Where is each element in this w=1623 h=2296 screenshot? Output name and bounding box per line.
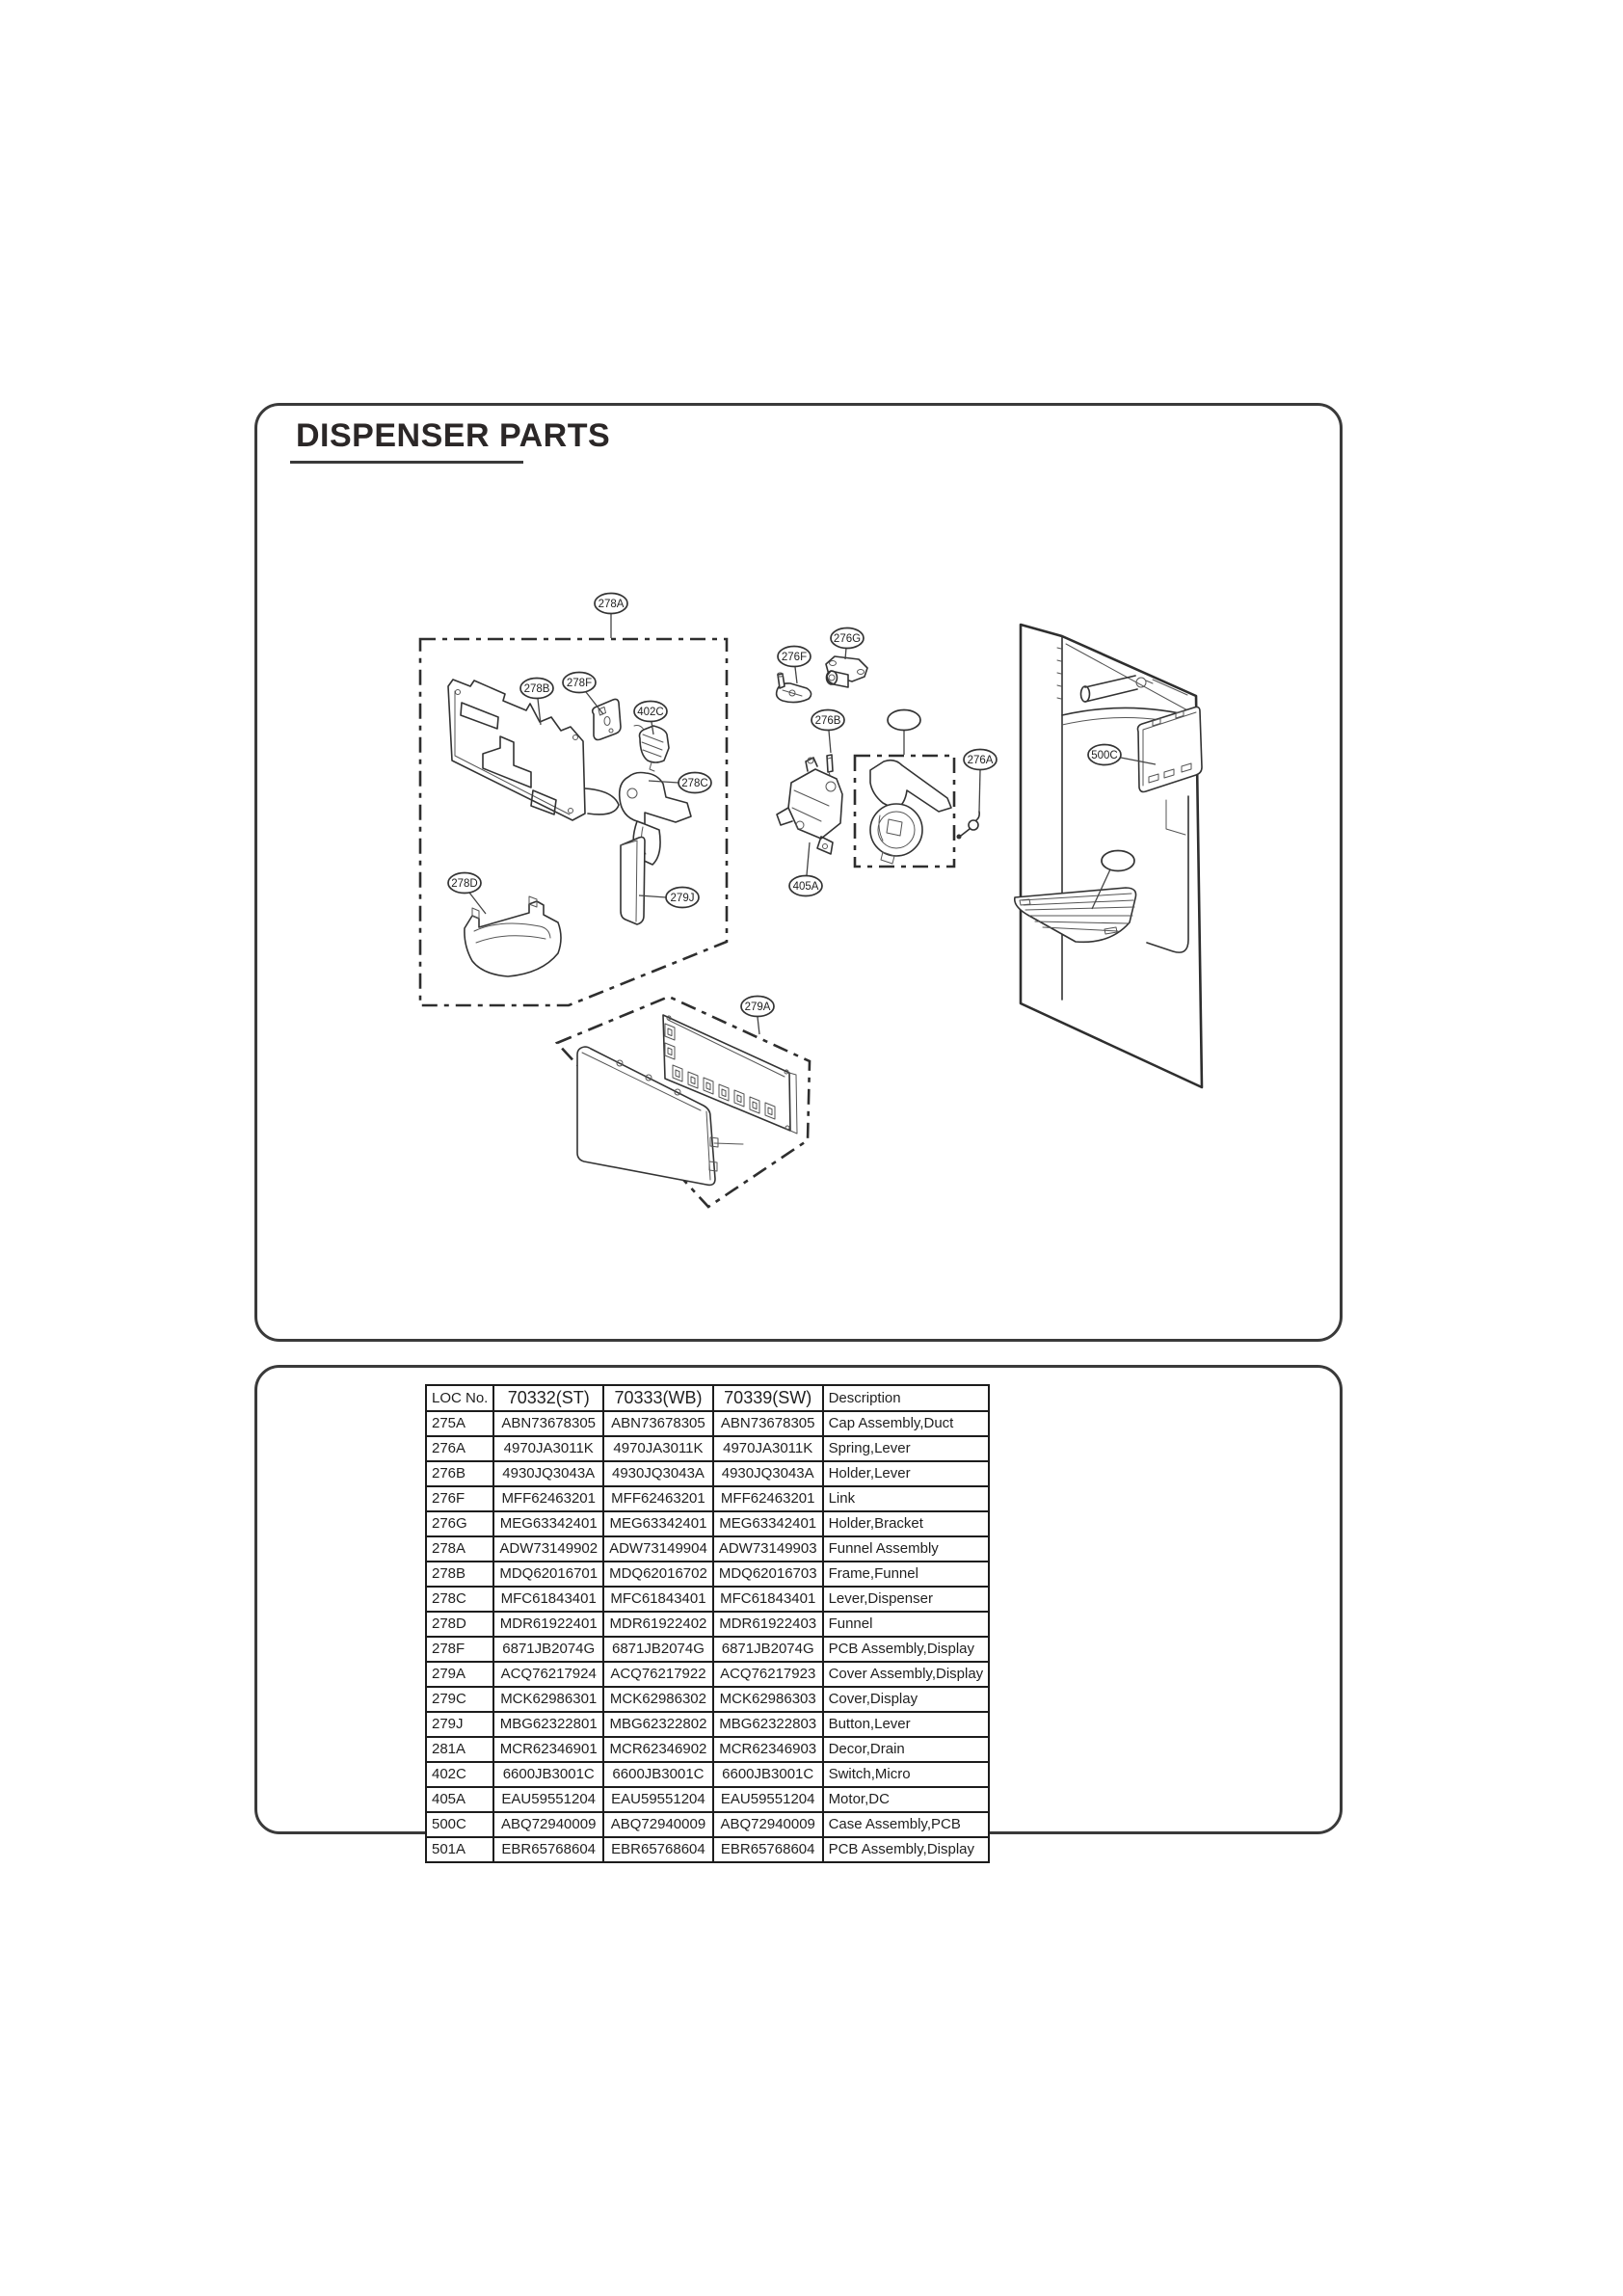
callout-405A bbox=[789, 842, 822, 896]
part-holder-lever-276B bbox=[827, 755, 833, 775]
callout-label: 278F bbox=[566, 678, 593, 689]
cell-part: MEG63342401 bbox=[713, 1511, 823, 1536]
page-title: DISPENSER PARTS bbox=[296, 417, 611, 454]
cell-part: EBR65768604 bbox=[713, 1837, 823, 1862]
cell-desc: Case Assembly,PCB bbox=[823, 1812, 990, 1837]
cell-part: 4930JQ3043A bbox=[713, 1461, 823, 1486]
cell-desc: Frame,Funnel bbox=[823, 1562, 990, 1587]
part-motor-dc-405A bbox=[777, 758, 842, 854]
cell-desc: Holder,Lever bbox=[823, 1461, 990, 1486]
table-row-402C bbox=[426, 1762, 989, 1787]
cell-part: 4970JA3011K bbox=[493, 1436, 603, 1461]
cell-loc: 279C bbox=[426, 1687, 493, 1712]
cell-part: MCR62346903 bbox=[713, 1737, 823, 1762]
part-link-276F bbox=[777, 673, 812, 703]
callout-label: 279J bbox=[670, 893, 695, 904]
table-row-278F bbox=[426, 1637, 989, 1662]
cell-desc: Spring,Lever bbox=[823, 1436, 990, 1461]
cell-part: MDR61922403 bbox=[713, 1612, 823, 1637]
callout-278D bbox=[448, 873, 486, 915]
cell-part: ABN73678305 bbox=[713, 1411, 823, 1436]
cell-desc: Cover,Display bbox=[823, 1687, 990, 1712]
cell-part: ADW73149904 bbox=[603, 1536, 713, 1562]
cell-part: 6871JB2074G bbox=[493, 1637, 603, 1662]
callout-label: 278A bbox=[598, 599, 625, 610]
cell-part: 6871JB2074G bbox=[713, 1637, 823, 1662]
cell-part: 4930JQ3043A bbox=[603, 1461, 713, 1486]
callout-label: 405A bbox=[792, 881, 819, 893]
callout-label: 276G bbox=[833, 633, 862, 645]
cell-part: MDR61922401 bbox=[493, 1612, 603, 1637]
cell-part: ADW73149902 bbox=[493, 1536, 603, 1562]
cell-part: ABQ72940009 bbox=[713, 1812, 823, 1837]
column-header-70333-wb-: 70333(WB) bbox=[603, 1385, 713, 1411]
callout-label: 279A bbox=[744, 1001, 771, 1013]
cell-part: MFC61843401 bbox=[493, 1587, 603, 1612]
table-row-501A bbox=[426, 1837, 989, 1862]
column-header-description: Description bbox=[823, 1385, 990, 1411]
cell-part: MDQ62016701 bbox=[493, 1562, 603, 1587]
callout-label: 500C bbox=[1091, 750, 1118, 761]
callout-leader-line bbox=[829, 731, 831, 753]
table-row-405A bbox=[426, 1787, 989, 1812]
cell-part: MCR62346902 bbox=[603, 1737, 713, 1762]
cell-part: ACQ76217922 bbox=[603, 1662, 713, 1687]
cell-loc: 276F bbox=[426, 1486, 493, 1511]
cell-loc: 405A bbox=[426, 1787, 493, 1812]
column-header-loc-no-: LOC No. bbox=[426, 1385, 493, 1411]
cell-loc: 278D bbox=[426, 1612, 493, 1637]
callout-label: 276F bbox=[781, 652, 808, 663]
cell-desc: Cover Assembly,Display bbox=[823, 1662, 990, 1687]
cell-part: MFF62463201 bbox=[713, 1486, 823, 1511]
cell-part: MCR62346901 bbox=[493, 1737, 603, 1762]
callout-278A bbox=[595, 594, 627, 639]
callout-276A bbox=[964, 750, 997, 813]
cell-part: ABN73678305 bbox=[493, 1411, 603, 1436]
cell-loc: 276B bbox=[426, 1461, 493, 1486]
parts-table bbox=[425, 1384, 990, 1863]
cell-part: EAU59551204 bbox=[603, 1787, 713, 1812]
cell-part: 6600JB3001C bbox=[493, 1762, 603, 1787]
callout-label: 276B bbox=[814, 715, 841, 727]
cell-part: MCK62986302 bbox=[603, 1687, 713, 1712]
callout-label: 278D bbox=[451, 878, 478, 890]
cell-part: MEG63342401 bbox=[493, 1511, 603, 1536]
cell-part: MFC61843401 bbox=[713, 1587, 823, 1612]
table-row-281A bbox=[426, 1737, 989, 1762]
table-row-279J bbox=[426, 1712, 989, 1737]
cell-part: EAU59551204 bbox=[493, 1787, 603, 1812]
cell-part: MDQ62016702 bbox=[603, 1562, 713, 1587]
table-row-276B bbox=[426, 1461, 989, 1486]
table-header-row bbox=[426, 1385, 989, 1411]
part-funnel-278D bbox=[465, 896, 561, 976]
cell-part: 4970JA3011K bbox=[713, 1436, 823, 1461]
callout-leader-line bbox=[807, 842, 810, 875]
callout-label: 278B bbox=[523, 683, 550, 695]
cell-part: MFF62463201 bbox=[493, 1486, 603, 1511]
cell-desc: Funnel Assembly bbox=[823, 1536, 990, 1562]
cell-part: 6600JB3001C bbox=[603, 1762, 713, 1787]
cell-loc: 278A bbox=[426, 1536, 493, 1562]
cell-loc: 279J bbox=[426, 1712, 493, 1737]
part-decor-drain-tray bbox=[1015, 888, 1136, 942]
cell-part: EAU59551204 bbox=[713, 1787, 823, 1812]
column-header-70332-st-: 70332(ST) bbox=[493, 1385, 603, 1411]
cell-part: ABN73678305 bbox=[603, 1411, 713, 1436]
table-row-275A bbox=[426, 1411, 989, 1436]
table-row-278B bbox=[426, 1562, 989, 1587]
part-case-assembly-pcb-500C bbox=[1138, 707, 1203, 792]
cell-loc: 402C bbox=[426, 1762, 493, 1787]
table-row-276A bbox=[426, 1436, 989, 1461]
callout-276G bbox=[831, 628, 864, 660]
table-row-278D bbox=[426, 1612, 989, 1637]
table-row-279C bbox=[426, 1687, 989, 1712]
cell-loc: 281A bbox=[426, 1737, 493, 1762]
callout-oval bbox=[1102, 851, 1134, 871]
cell-loc: 501A bbox=[426, 1837, 493, 1862]
cell-desc: Lever,Dispenser bbox=[823, 1587, 990, 1612]
table-row-279A bbox=[426, 1662, 989, 1687]
cell-desc: Switch,Micro bbox=[823, 1762, 990, 1787]
cell-part: MBG62322803 bbox=[713, 1712, 823, 1737]
table-row-500C bbox=[426, 1812, 989, 1837]
callout-279A bbox=[741, 997, 774, 1035]
cell-loc: 278F bbox=[426, 1637, 493, 1662]
cell-part: ABQ72940009 bbox=[493, 1812, 603, 1837]
cell-part: MBG62322802 bbox=[603, 1712, 713, 1737]
callout-276B bbox=[812, 710, 844, 754]
callout-leader-line bbox=[979, 770, 980, 812]
cell-loc: 276G bbox=[426, 1511, 493, 1536]
part-lever-wheel-assembly bbox=[870, 761, 951, 864]
cell-loc: 279A bbox=[426, 1662, 493, 1687]
parts-table-wrap bbox=[425, 1384, 990, 1863]
cell-part: ADW73149903 bbox=[713, 1536, 823, 1562]
callout-label: 278C bbox=[681, 778, 708, 789]
cell-part: MFC61843401 bbox=[603, 1587, 713, 1612]
cell-part: ACQ76217923 bbox=[713, 1662, 823, 1687]
cell-part: ABQ72940009 bbox=[603, 1812, 713, 1837]
part-button-lever-279J bbox=[621, 838, 645, 925]
cell-part: MBG62322801 bbox=[493, 1712, 603, 1737]
cell-part: MCK62986301 bbox=[493, 1687, 603, 1712]
cell-loc: 278B bbox=[426, 1562, 493, 1587]
callout-oval bbox=[888, 710, 920, 731]
part-holder-bracket-276G bbox=[826, 656, 867, 687]
callout-label: 402C bbox=[637, 707, 664, 718]
cell-loc: 278C bbox=[426, 1587, 493, 1612]
cell-part: ACQ76217924 bbox=[493, 1662, 603, 1687]
cell-part: MDR61922402 bbox=[603, 1612, 713, 1637]
cell-desc: Decor,Drain bbox=[823, 1737, 990, 1762]
cell-part: MEG63342401 bbox=[603, 1511, 713, 1536]
cell-desc: Link bbox=[823, 1486, 990, 1511]
cell-part: MCK62986303 bbox=[713, 1687, 823, 1712]
table-row-276F bbox=[426, 1486, 989, 1511]
callout-label: 276A bbox=[967, 755, 994, 766]
cell-part: MFF62463201 bbox=[603, 1486, 713, 1511]
cell-loc: 276A bbox=[426, 1436, 493, 1461]
column-header-70339-sw-: 70339(SW) bbox=[713, 1385, 823, 1411]
cell-desc: PCB Assembly,Display bbox=[823, 1637, 990, 1662]
cell-desc: Button,Lever bbox=[823, 1712, 990, 1737]
table-row-276G bbox=[426, 1511, 989, 1536]
cell-desc: Motor,DC bbox=[823, 1787, 990, 1812]
cell-part: 4970JA3011K bbox=[603, 1436, 713, 1461]
callout-empty bbox=[888, 710, 920, 756]
table-row-278C bbox=[426, 1587, 989, 1612]
cell-part: 4930JQ3043A bbox=[493, 1461, 603, 1486]
parts-table-panel bbox=[254, 1365, 1343, 1858]
part-switch-micro-402C bbox=[634, 726, 669, 772]
cell-part: EBR65768604 bbox=[603, 1837, 713, 1862]
cell-desc: Holder,Bracket bbox=[823, 1511, 990, 1536]
cell-loc: 500C bbox=[426, 1812, 493, 1837]
cell-part: 6600JB3001C bbox=[713, 1762, 823, 1787]
table-row-278A bbox=[426, 1536, 989, 1562]
part-spring-lever-276A bbox=[957, 812, 980, 840]
cell-part: EBR65768604 bbox=[493, 1837, 603, 1862]
cell-part: 6871JB2074G bbox=[603, 1637, 713, 1662]
cell-loc: 275A bbox=[426, 1411, 493, 1436]
callout-leader-line bbox=[795, 667, 797, 683]
cell-desc: PCB Assembly,Display bbox=[823, 1837, 990, 1862]
cell-desc: Funnel bbox=[823, 1612, 990, 1637]
cell-part: MDQ62016703 bbox=[713, 1562, 823, 1587]
cell-desc: Cap Assembly,Duct bbox=[823, 1411, 990, 1436]
callout-leader-line bbox=[758, 1017, 759, 1034]
callout-279J bbox=[639, 888, 699, 908]
